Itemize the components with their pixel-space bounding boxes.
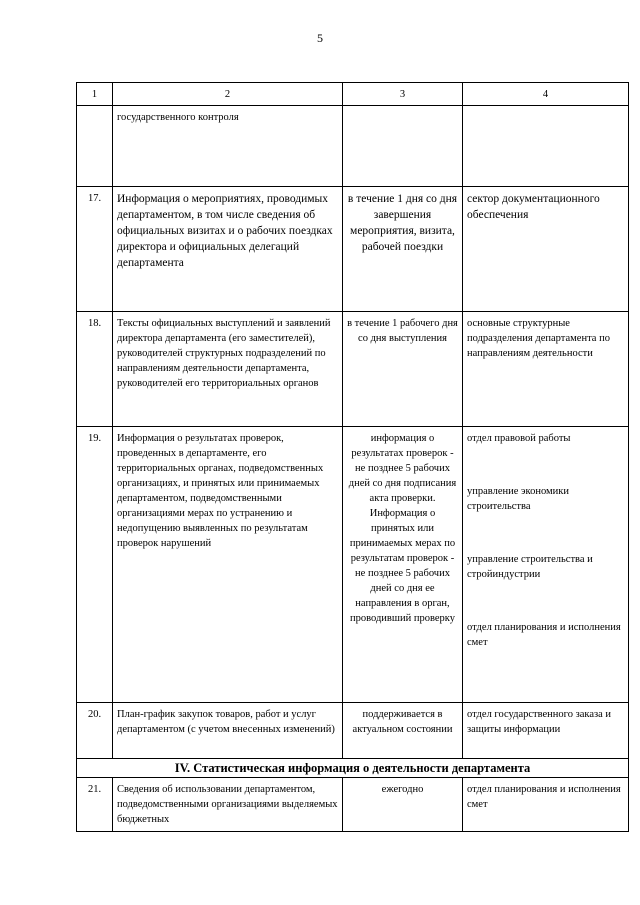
column-header-1: 1 [77,83,113,106]
table-row [77,427,629,703]
row-number-cell: 19. [77,427,113,703]
deadline-cell: поддерживается в актуальном состоянии [343,703,463,759]
deadline-cell: ежегодно [343,778,463,832]
responsible-unit: основные структурные подразделения департамента по направлениям деятельности [467,318,610,359]
information-table [76,82,629,832]
deadline-cell: в течение 1 рабочего дня со дня выступления [343,312,463,427]
responsible-unit: отдел правовой работы [467,433,571,444]
info-cell: Информация о результатах проверок, проведенных в департаменте, его территориальных органах, подведомственных организациях, и принятых или принимаемых департаментом, подведомственными организациями мерах по устранению и недопущению выявленных по результатам проверок нарушений [113,427,343,703]
deadline-cell [343,106,463,187]
section-header-row [77,759,629,778]
row-number-cell [77,106,113,187]
table-row-continuation [77,106,629,187]
section-title: IV. Статистическая информация о деятельности департамента [77,759,629,778]
responsible-unit: управление строительства и стройиндустрии [467,554,593,580]
table-row [77,312,629,427]
row-number-cell: 18. [77,312,113,427]
responsible-cell [463,312,629,427]
info-cell: Информация о мероприятиях, проводимых департаментом, в том числе сведения об официальных визитах и о рабочих поездках директора и официальных делегаций департамента [113,187,343,312]
responsible-cell [463,427,629,703]
info-cell: государственного контроля [113,106,343,187]
responsible-cell [463,778,629,832]
responsible-cell [463,106,629,187]
responsible-unit: управление экономики строительства [467,486,570,512]
column-header-3: 3 [343,83,463,106]
responsible-cell [463,703,629,759]
row-number-cell: 20. [77,703,113,759]
responsible-cell [463,187,629,312]
column-header-4: 4 [463,83,629,106]
info-cell: Сведения об использовании департаментом, подведомственными организациями выделяемых бюджетных [113,778,343,832]
row-number-cell: 17. [77,187,113,312]
table-row [77,703,629,759]
responsible-unit: сектор документационного обеспечения [467,193,600,221]
page-number: 5 [317,31,323,45]
deadline-cell: в течение 1 дня со дня завершения мероприятия, визита, рабочей поездки [343,187,463,312]
responsible-unit: отдел планирования и исполнения смет [467,784,621,810]
deadline-cell: информация о результатах проверок - не позднее 5 рабочих дней со дня подписания акта проверки. Информация о принятых или принимаемых мерах по результатам проверок - не позднее 5 рабочих дней со дня ее направления в орган, проводивший проверку [343,427,463,703]
table-row [77,778,629,832]
info-cell: Тексты официальных выступлений и заявлений директора департамента (его заместителей), руководителей структурных подразделений по направлениям деятельности департамента, руководителей его территориальных органов [113,312,343,427]
table-row [77,187,629,312]
responsible-unit: отдел планирования и исполнения смет [467,622,621,648]
table-header-row [77,83,629,106]
row-number-cell: 21. [77,778,113,832]
column-header-2: 2 [113,83,343,106]
info-cell: План-график закупок товаров, работ и услуг департаментом (с учетом внесенных изменений) [113,703,343,759]
responsible-unit: отдел государственного заказа и защиты информации [467,709,612,735]
